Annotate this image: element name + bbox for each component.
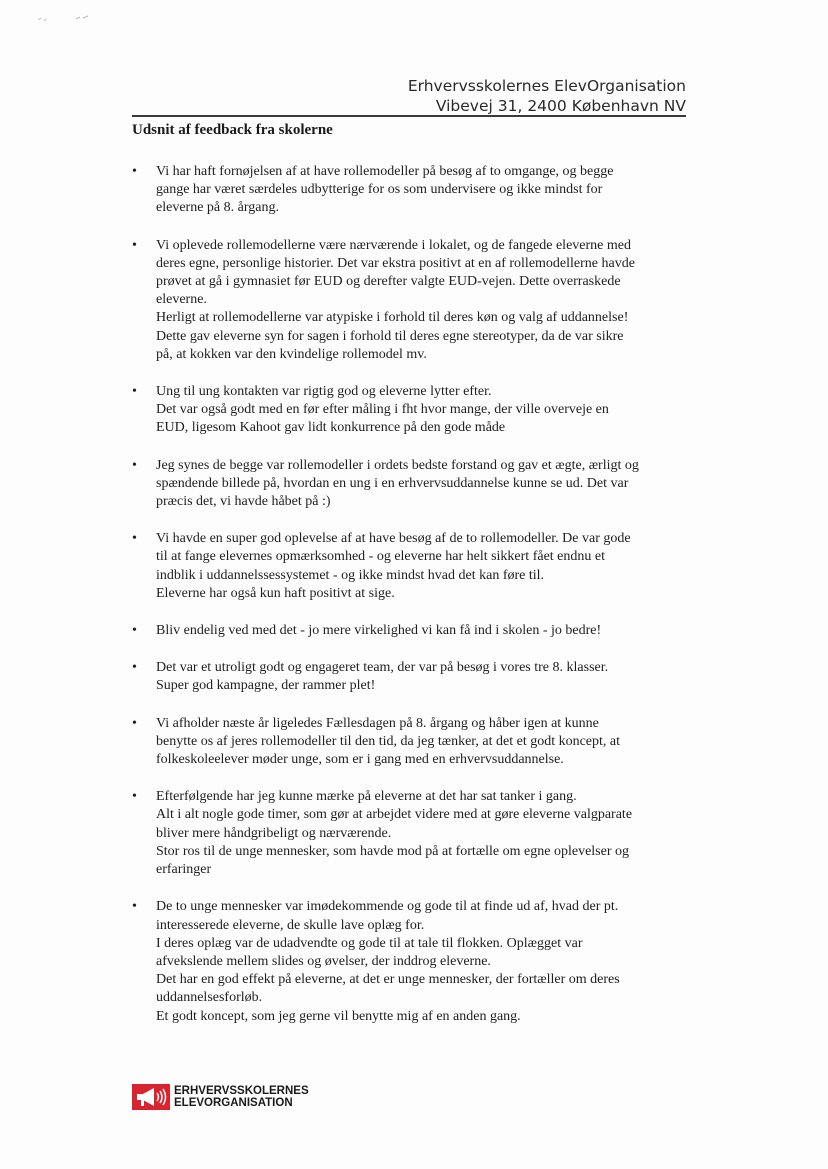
- feedback-text-line: spændende billede på, hvordan en ung i en erhvervsuddannelse kunne se ud. Det var: [156, 475, 629, 491]
- feedback-item: [132, 163, 692, 218]
- organization-name: Erhvervsskolernes ElevOrganisation: [407, 77, 686, 95]
- bullet-marker: •: [132, 164, 137, 179]
- section-title: Udsnit af feedback fra skolerne: [132, 122, 333, 138]
- feedback-text-line: benytte os af jeres rollemodeller til den tid, da jeg tænker, at det et godt koncept, at: [156, 733, 621, 749]
- feedback-text-line: Det var et utroligt godt og engageret team, der var på besøg i vores tre 8. klasser.: [156, 660, 609, 676]
- organization-address: Vibevej 31, 2400 København NV: [435, 97, 686, 115]
- feedback-text-line: præcis det, vi havde håbet på :): [156, 494, 331, 510]
- header-divider: [132, 115, 686, 117]
- bullet-marker: •: [132, 237, 137, 253]
- bullet-marker: •: [132, 789, 137, 805]
- feedback-text-line: I deres oplæg var de udadvendte og gode til at tale til flokken. Oplægget var: [156, 935, 583, 951]
- feedback-text-line: Ung til ung kontakten var rigtig god og eleverne lytter efter.: [156, 384, 492, 400]
- feedback-text-line: på, at kokken var den kvindelige rollemodel mv.: [156, 346, 427, 362]
- megaphone-icon: [132, 1084, 170, 1110]
- feedback-text-line: erfaringer: [156, 862, 212, 878]
- scan-artifact: [36, 14, 92, 24]
- letterhead: [408, 76, 686, 116]
- feedback-text-line: uddannelsesforløb.: [156, 990, 263, 1006]
- feedback-text-line: Stor ros til de unge mennesker, som havde mod på at fortælle om egne oplevelser og: [156, 843, 629, 859]
- feedback-item: [132, 715, 692, 770]
- feedback-item: [132, 622, 692, 640]
- feedback-text-line: Det var også godt med en før efter måling i fht hvor mange, der ville overveje en: [156, 402, 609, 418]
- feedback-text-line: gange har været særdeles udbytterige for os som undervisere og ikke mindst for: [156, 182, 603, 198]
- feedback-item: [132, 659, 692, 695]
- feedback-text-line: til at fange elevernes opmærksomhed - og eleverne har helt sikkert fået endnu et: [156, 549, 605, 565]
- feedback-text-line: Dette gav eleverne syn for sagen i forhold til deres egne stereotyper, da de var sikre: [156, 328, 624, 344]
- bullet-marker: •: [132, 457, 137, 473]
- feedback-text-line: prøvet at gå i gymnasiet før EUD og derefter valgte EUD-vejen. Dette overraskede: [156, 274, 621, 290]
- feedback-text-line: Det har en god effekt på eleverne, at det er unge mennesker, der fortæller om deres: [156, 972, 620, 988]
- bullet-marker: •: [132, 623, 137, 639]
- bullet-marker: •: [132, 531, 137, 547]
- feedback-text-line: Vi afholder næste år ligeledes Fællesdagen på 8. årgang og håber igen at kunne: [156, 715, 599, 731]
- feedback-text-line: Herligt at rollemodellerne var atypiske i forhold til deres køn og valg af uddannelse!: [156, 310, 629, 326]
- feedback-text-line: De to unge mennesker var imødekommende og gode til at finde ud af, hvad der pt.: [156, 899, 619, 915]
- feedback-text-line: folkeskoleelever møder unge, som er i gang med en erhvervsuddannelse.: [156, 752, 564, 768]
- feedback-text-line: afvekslende mellem slides og øvelser, der inddrog eleverne.: [156, 953, 491, 969]
- logo-line-2: ELEVORGANISATION: [174, 1097, 293, 1109]
- feedback-text-line: Alt i alt nogle gode timer, som gør at arbejdet videre med at gøre eleverne valgparate: [156, 807, 633, 823]
- feedback-text-line: EUD, ligesom Kahoot gav lidt konkurrence på den gode måde: [156, 420, 506, 436]
- feedback-item: [132, 530, 692, 603]
- feedback-text-line: Et godt koncept, som jeg gerne vil benytte mig af en anden gang.: [156, 1008, 521, 1024]
- feedback-text-line: Vi oplevede rollemodellerne være nærværende i lokalet, og de fangede eleverne med: [156, 237, 631, 253]
- feedback-text-line: bliver mere håndgribeligt og nærværende.: [156, 825, 392, 841]
- feedback-text-line: Super god kampagne, der rammer plet!: [156, 678, 376, 694]
- feedback-text-line: interesserede eleverne, de skulle lave oplæg for.: [156, 917, 425, 933]
- logo-wordmark: [174, 1085, 309, 1110]
- feedback-item: [132, 898, 692, 1025]
- feedback-text-line: Eleverne har også kun haft positivt at sige.: [156, 585, 395, 601]
- bullet-marker: •: [132, 384, 137, 400]
- footer-logo: [132, 1084, 309, 1110]
- feedback-text-line: eleverne.: [156, 292, 207, 308]
- feedback-text-line: Vi havde en super god oplevelse af at have besøg af de to rollemodeller. De var gode: [156, 531, 631, 547]
- feedback-text-line: Bliv endelig ved med det - jo mere virkelighed vi kan få ind i skolen - jo bedre!: [156, 623, 602, 639]
- feedback-list: [132, 163, 692, 1045]
- feedback-item: [132, 788, 692, 879]
- bullet-marker: •: [132, 715, 137, 731]
- feedback-text-line: Efterfølgende har jeg kunne mærke på eleverne at det har sat tanker i gang.: [156, 789, 577, 805]
- feedback-item: [132, 383, 692, 438]
- feedback-text-line: indblik i uddannelssessystemet - og ikke mindst hvad det kan føre til.: [156, 567, 545, 583]
- feedback-item: [132, 237, 692, 364]
- feedback-text-line: deres egne, personlige historier. Det var ekstra positivt at en af rollemodellerne havde: [156, 255, 635, 271]
- bullet-marker: •: [132, 660, 137, 676]
- feedback-text-line: eleverne på 8. årgang.: [156, 200, 279, 216]
- feedback-text-line: Vi har haft fornøjelsen af at have rollemodeller på besøg af to omgange, og begge: [156, 164, 614, 179]
- feedback-text-line: Jeg synes de begge var rollemodeller i ordets bedste forstand og gav et ægte, ærligt og: [156, 457, 639, 473]
- feedback-item: [132, 457, 692, 512]
- logo-line-1: ERHVERVSSKOLERNES: [174, 1084, 309, 1097]
- bullet-marker: •: [132, 899, 137, 915]
